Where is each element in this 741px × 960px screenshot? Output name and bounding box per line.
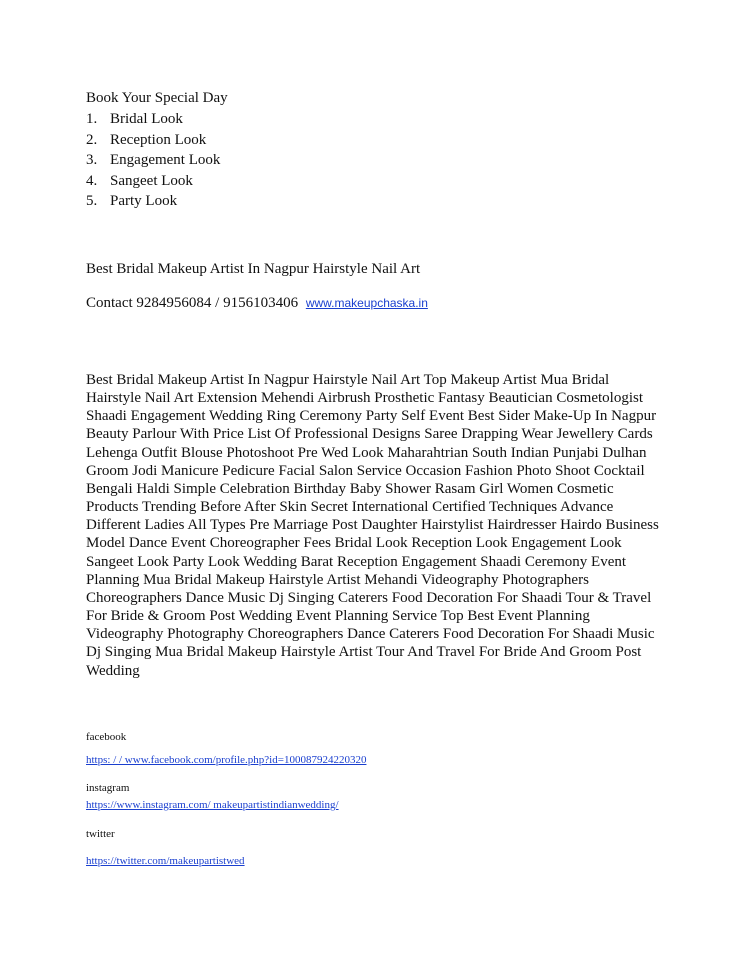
facebook-label: facebook — [86, 731, 127, 743]
contact-line — [86, 293, 428, 314]
document-page — [86, 88, 661, 867]
facebook-link[interactable]: https: / / www.facebook.com/profile.php?id=100087924220320 — [86, 754, 367, 766]
list-item — [86, 130, 661, 151]
list-label: Party Look — [110, 193, 178, 210]
list-item — [86, 150, 661, 171]
list-label: Bridal Look — [110, 111, 183, 127]
instagram-link[interactable]: https://www.instagram.com/ makeupartistindianwedding/ — [86, 799, 339, 811]
list-number: 5. — [86, 193, 98, 210]
list-label: Sangeet Look — [110, 172, 193, 189]
twitter-link[interactable]: https://twitter.com/makeupartistwed — [86, 855, 245, 867]
list-item — [86, 171, 661, 192]
list-item — [86, 109, 661, 130]
page-title: Best Bridal Makeup Artist In Nagpur Hairstyle Nail Art — [86, 261, 421, 277]
twitter-label: twitter — [86, 828, 115, 840]
list-number: 4. — [86, 172, 98, 189]
look-list — [86, 109, 661, 212]
booking-heading: Book Your Special Day — [86, 90, 228, 106]
list-number: 1. — [86, 111, 98, 127]
website-link[interactable]: www.makeupchaska.in — [305, 296, 428, 310]
instagram-label: instagram — [86, 782, 130, 794]
list-label: Reception Look — [110, 131, 207, 148]
list-item — [86, 191, 661, 212]
contact-text: Contact 9284956084 / 9156103406 — [86, 295, 299, 311]
list-label: Engagement Look — [110, 152, 221, 169]
twitter-section — [86, 827, 586, 869]
instagram-section — [86, 781, 586, 813]
description-paragraph: Best Bridal Makeup Artist In Nagpur Hairstyle Nail Art Top Makeup Artist Mua Bridal Hairstyle Nail Art Extension Mehendi Airbrush Prosthetic Fantasy Beautician Cosmetologist Shaadi Engagement Wedding Ring Ceremony Party Self Event Best Sider Make-Up In Nagpur Beauty Parlour With Price List Of Professional Designs Saree Drapping Wear Jewellery Cards Lehenga Outfit Blouse Photoshoot Pre Wed Look Maharahtrian South Indian Punjabi Dulhan Groom Jodi Manicure Pedicure Facial Salon Service Occasion Fashion Photo Shoot Cocktail Bengali Haldi Simple Celebration Birthday Baby Shower Rasam Girl Women Cosmetic Products Trending Before After Skin Secret International Certified Techniques Advance Different Ladies All Types Pre Marriage Post Daughter Hairstylist Hairdresser Hairdo Business Model Dance Event Choreographer Fees Bridal Look Reception Look Engagement Look Sangeet Look Party Look Wedding Barat Reception Engagement Shaadi Ceremony Event Planning Mua Bridal Makeup Hairstyle Artist Mehandi Videography Photographers Choreographers Dance Music Dj Singing Caterers Food Decoration For Shaadi Tour & Travel For Bride & Groom Post Wedding Event Planning Service Top Best Event Planning Videography Photography Choreographers Dance Caterers Food Decoration For Shaadi Music Dj Singing Mua Bridal Makeup Hairstyle Artist Tour And Travel For Bride And Groom Post Wedding — [86, 372, 659, 679]
list-number: 2. — [86, 131, 98, 148]
list-number: 3. — [86, 152, 98, 169]
facebook-section — [86, 730, 586, 768]
